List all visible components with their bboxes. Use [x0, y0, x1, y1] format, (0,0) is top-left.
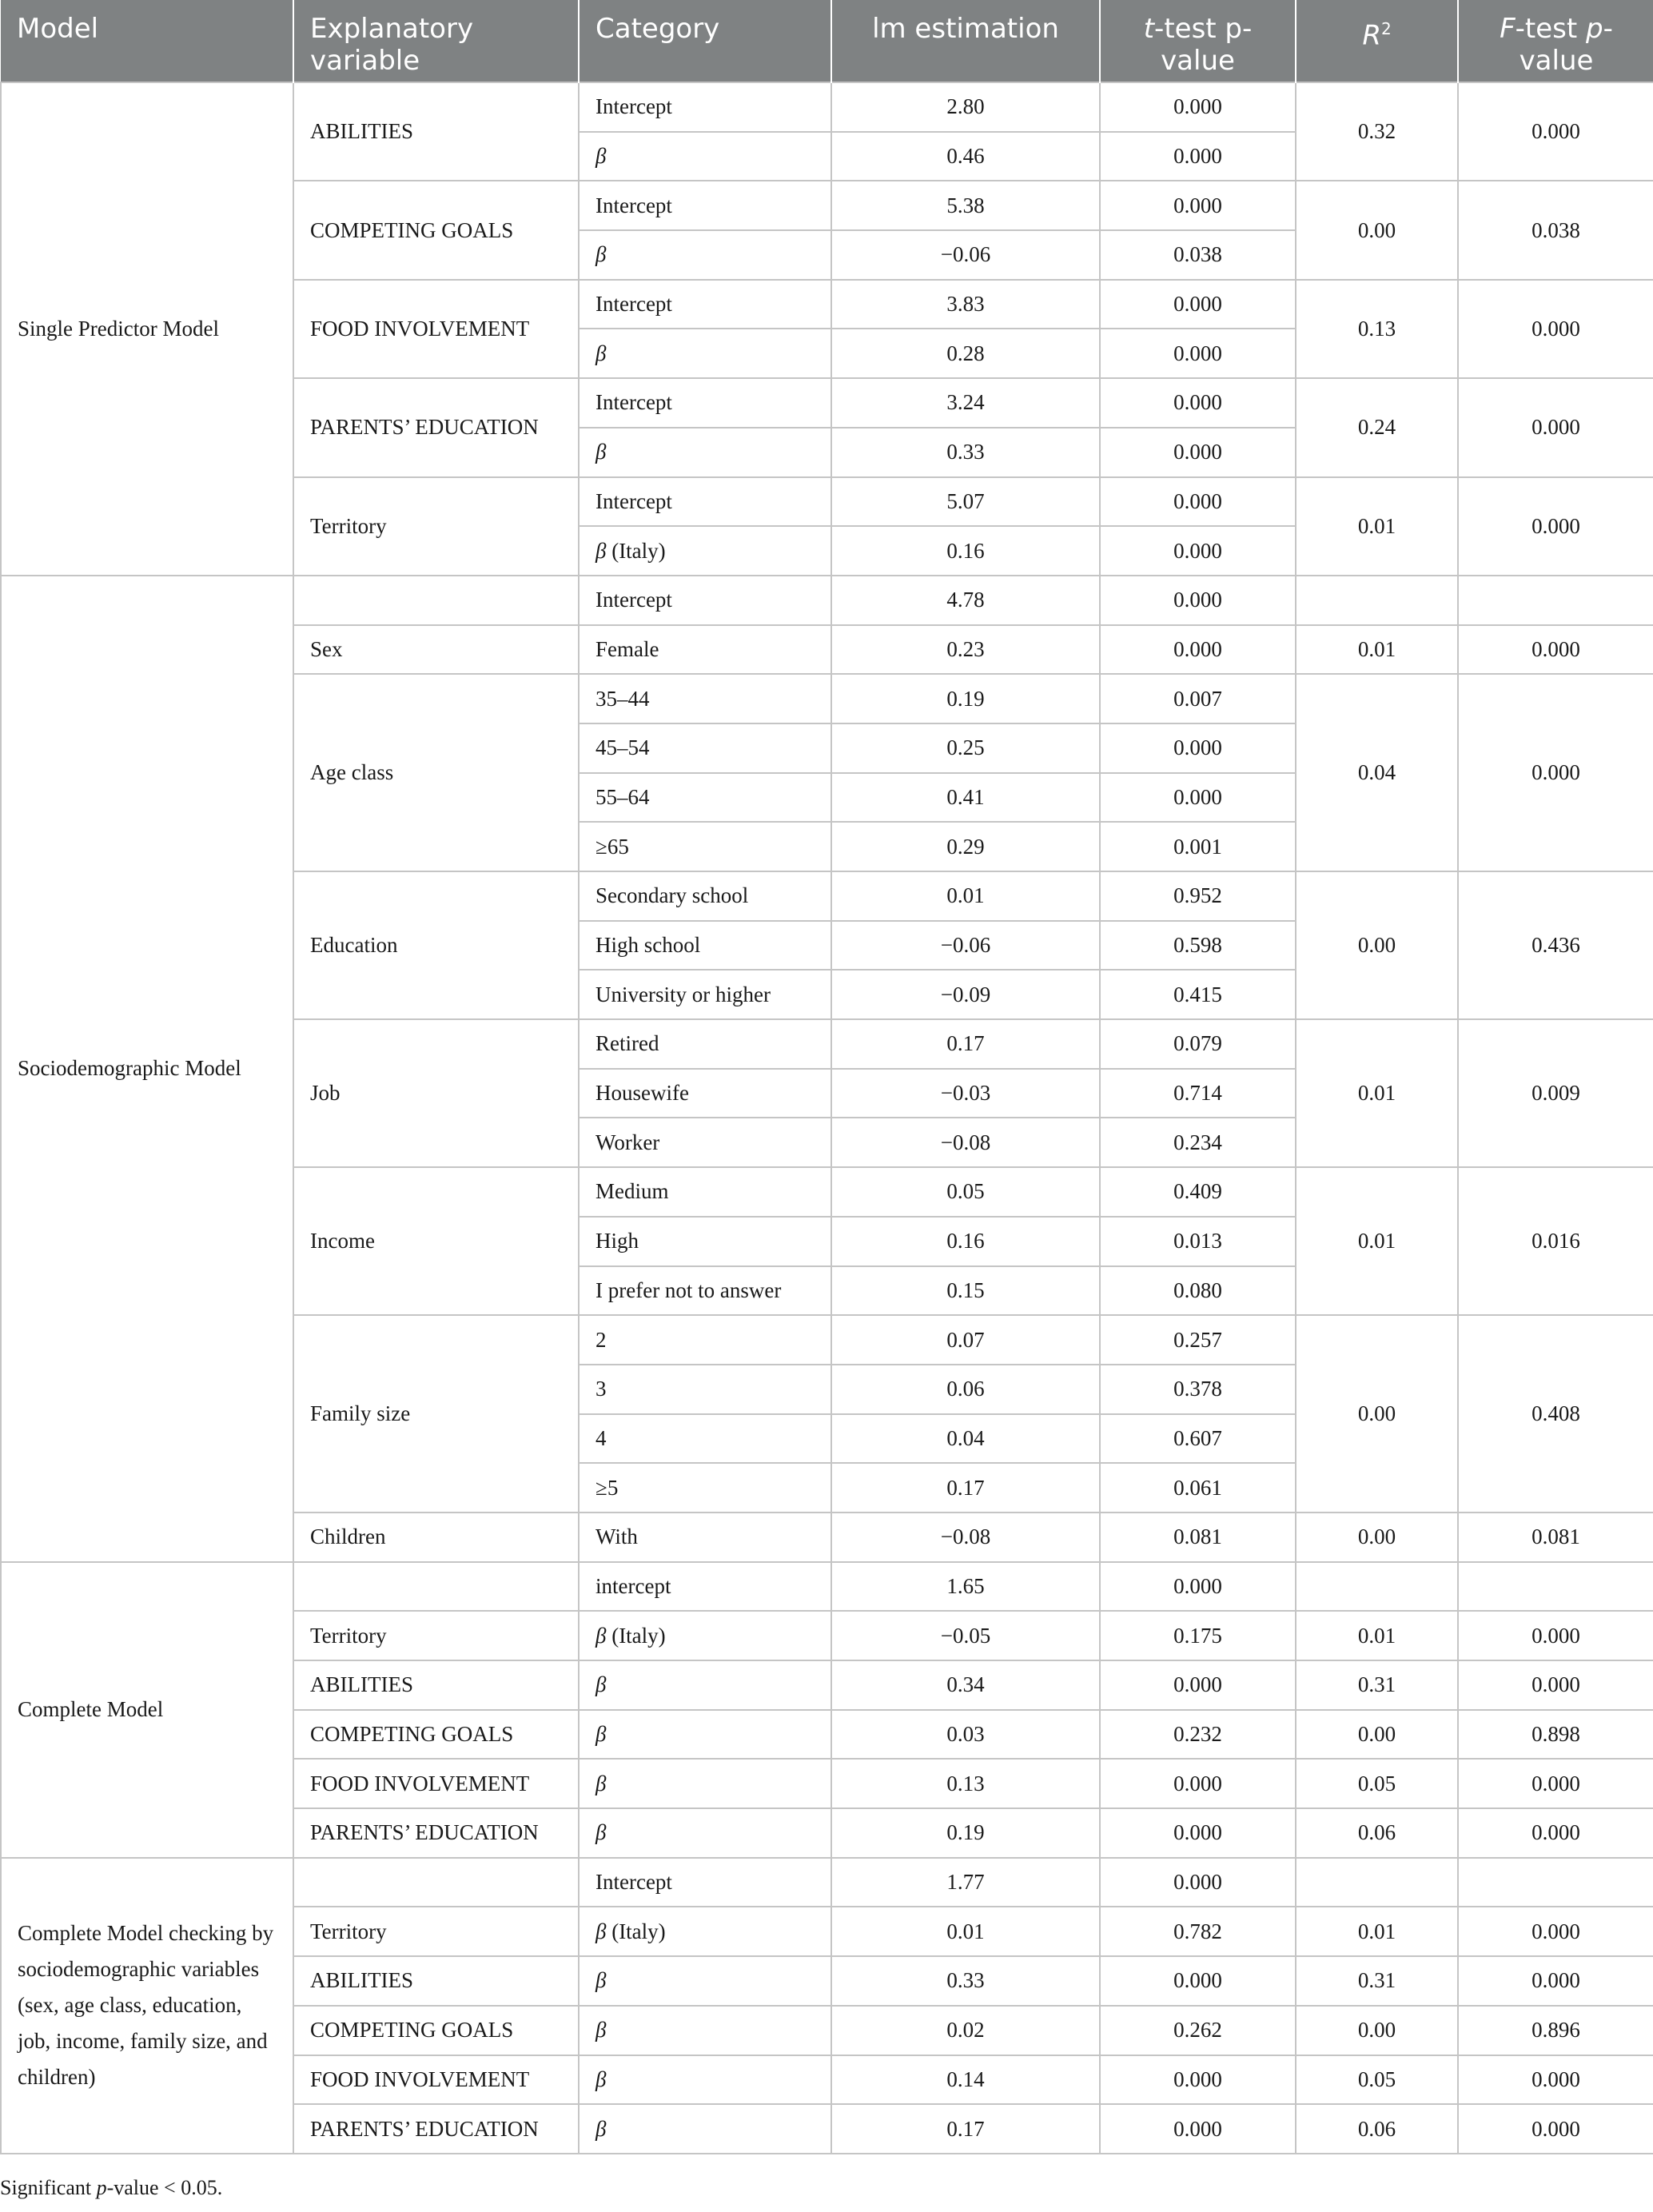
explanatory-variable-cell: Territory: [293, 477, 579, 576]
category-cell: [579, 871, 831, 921]
table-row: [1, 1858, 1653, 1907]
t-test-p-value-cell: 0.782: [1100, 1907, 1296, 1956]
r-squared-cell: 0.31: [1296, 1956, 1458, 2006]
r-squared-cell: 0.01: [1296, 477, 1458, 576]
t-test-p-value-cell: 0.000: [1100, 477, 1296, 527]
header-f-test: [1458, 0, 1653, 82]
lm-estimation-cell: 0.19: [831, 1808, 1100, 1858]
r-squared-cell: [1296, 576, 1458, 625]
category-cell: [579, 1217, 831, 1266]
t-test-p-value-cell: 0.061: [1100, 1463, 1296, 1513]
category-label: intercept: [595, 1573, 671, 1598]
r-squared-cell: [1296, 1562, 1458, 1612]
lm-estimation-cell: 3.24: [831, 378, 1100, 428]
f-test-p-value-cell: 0.000: [1458, 1759, 1653, 1808]
lm-estimation-cell: 0.17: [831, 1463, 1100, 1513]
explanatory-variable-cell: ABILITIES: [293, 1660, 579, 1710]
explanatory-variable-cell: [293, 1562, 579, 1612]
lm-estimation-cell: 2.80: [831, 82, 1100, 132]
category-cell: [579, 723, 831, 773]
category-label: ≥5: [595, 1475, 619, 1500]
header-category-label: Category: [595, 13, 720, 45]
explanatory-variable-cell: FOOD INVOLVEMENT: [293, 280, 579, 378]
lm-estimation-cell: 0.17: [831, 1019, 1100, 1069]
t-test-p-value-cell: 0.001: [1100, 822, 1296, 871]
explanatory-variable-cell: Income: [293, 1167, 579, 1315]
category-label: Housewife: [595, 1081, 689, 1106]
t-test-p-value-cell: 0.000: [1100, 378, 1296, 428]
category-cell: [579, 230, 831, 280]
lm-estimation-cell: 0.05: [831, 1167, 1100, 1217]
r-squared-cell: 0.06: [1296, 2104, 1458, 2154]
t-test-p-value-cell: 0.000: [1100, 2055, 1296, 2105]
category-cell: [579, 132, 831, 181]
t-test-p-value-cell: 0.038: [1100, 230, 1296, 280]
t-test-p-value-cell: 0.000: [1100, 1660, 1296, 1710]
lm-estimation-cell: 0.41: [831, 773, 1100, 823]
category-cell: [579, 477, 831, 527]
f-test-p-value-cell: 0.896: [1458, 2006, 1653, 2055]
category-cell: [579, 1463, 831, 1513]
f-test-p-value-cell: 0.000: [1458, 2055, 1653, 2105]
t-test-p-value-cell: 0.007: [1100, 674, 1296, 723]
category-cell: [579, 576, 831, 625]
f-test-p-value-cell: 0.000: [1458, 82, 1653, 181]
r-squared-cell: 0.00: [1296, 181, 1458, 279]
explanatory-variable-cell: COMPETING GOALS: [293, 2006, 579, 2055]
explanatory-variable-cell: COMPETING GOALS: [293, 1710, 579, 1760]
t-test-p-value-cell: 0.000: [1100, 773, 1296, 823]
category-label: ≥65: [595, 834, 629, 859]
category-label: β: [595, 2018, 607, 2043]
category-suffix: (Italy): [606, 1623, 666, 1648]
t-test-p-value-cell: 0.000: [1100, 132, 1296, 181]
category-label: Worker: [595, 1130, 660, 1154]
lm-estimation-cell: −0.08: [831, 1513, 1100, 1562]
t-test-p-value-cell: 0.232: [1100, 1710, 1296, 1760]
explanatory-variable-cell: PARENTS’ EDUCATION: [293, 2104, 579, 2154]
t-test-p-value-cell: 0.257: [1100, 1315, 1296, 1365]
r-squared-cell: 0.00: [1296, 1315, 1458, 1513]
explanatory-variable-cell: Education: [293, 871, 579, 1019]
explanatory-variable-cell: Children: [293, 1513, 579, 1562]
header-r2-base: R: [1362, 19, 1381, 52]
category-cell: [579, 1069, 831, 1118]
table-row: [1, 576, 1653, 625]
model-name-cell: Complete Model: [1, 1562, 293, 1858]
category-label: β: [595, 1820, 607, 1845]
lm-estimation-cell: −0.06: [831, 921, 1100, 970]
category-cell: [579, 822, 831, 871]
header-f-italic: F: [1500, 13, 1516, 45]
lm-estimation-cell: −0.09: [831, 970, 1100, 1019]
r-squared-cell: 0.00: [1296, 871, 1458, 1019]
explanatory-variable-cell: [293, 1858, 579, 1907]
category-cell: [579, 280, 831, 329]
category-cell: [579, 1611, 831, 1660]
f-test-p-value-cell: 0.016: [1458, 1167, 1653, 1315]
header-category: [579, 0, 831, 82]
lm-estimation-cell: 5.07: [831, 477, 1100, 527]
category-cell: [579, 1907, 831, 1956]
category-label: Intercept: [595, 292, 672, 317]
footnote-prefix: Significant: [0, 2176, 97, 2199]
category-cell: [579, 378, 831, 428]
lm-estimation-cell: 0.06: [831, 1365, 1100, 1414]
r-squared-cell: 0.01: [1296, 1167, 1458, 1315]
category-label: 3: [595, 1377, 607, 1401]
category-label: University or higher: [595, 982, 771, 1006]
r-squared-cell: 0.31: [1296, 1660, 1458, 1710]
r-squared-cell: 0.00: [1296, 2006, 1458, 2055]
category-label: β: [595, 1672, 607, 1697]
category-label: β: [595, 538, 607, 563]
category-label: β: [595, 2067, 607, 2091]
t-test-p-value-cell: 0.000: [1100, 181, 1296, 230]
lm-estimation-cell: 0.33: [831, 428, 1100, 477]
r-squared-cell: 0.24: [1296, 378, 1458, 476]
f-test-p-value-cell: 0.000: [1458, 378, 1653, 476]
r-squared-cell: 0.05: [1296, 2055, 1458, 2105]
category-label: Secondary school: [595, 883, 749, 908]
t-test-p-value-cell: 0.000: [1100, 280, 1296, 329]
lm-estimation-cell: 5.38: [831, 181, 1100, 230]
r-squared-cell: [1296, 1858, 1458, 1907]
lm-estimation-cell: 0.34: [831, 1660, 1100, 1710]
category-cell: [579, 1759, 831, 1808]
category-cell: [579, 526, 831, 576]
model-name-cell: Sociodemographic Model: [1, 576, 293, 1562]
t-test-p-value-cell: 0.000: [1100, 526, 1296, 576]
category-label: High: [595, 1229, 639, 1253]
lm-estimation-cell: −0.03: [831, 1069, 1100, 1118]
t-test-p-value-cell: 0.000: [1100, 329, 1296, 378]
explanatory-variable-cell: COMPETING GOALS: [293, 181, 579, 279]
header-lm-label: lm estimation: [872, 13, 1059, 45]
f-test-p-value-cell: 0.000: [1458, 1907, 1653, 1956]
explanatory-variable-cell: Family size: [293, 1315, 579, 1513]
f-test-p-value-cell: 0.081: [1458, 1513, 1653, 1562]
lm-estimation-cell: 4.78: [831, 576, 1100, 625]
f-test-p-value-cell: [1458, 1858, 1653, 1907]
category-cell: [579, 1562, 831, 1612]
t-test-p-value-cell: 0.598: [1100, 921, 1296, 970]
category-label: β: [595, 1968, 607, 1993]
header-f-dash: -test: [1515, 13, 1587, 45]
lm-estimation-cell: 0.14: [831, 2055, 1100, 2105]
category-label: High school: [595, 933, 701, 958]
lm-estimation-cell: 0.28: [831, 329, 1100, 378]
category-cell: [579, 1266, 831, 1316]
category-label: β: [595, 242, 607, 267]
t-test-p-value-cell: 0.000: [1100, 82, 1296, 132]
category-cell: [579, 181, 831, 230]
lm-estimation-cell: 0.17: [831, 2104, 1100, 2154]
category-cell: [579, 625, 831, 675]
category-cell: [579, 82, 831, 132]
header-t-italic: t: [1143, 13, 1155, 45]
r-squared-cell: 0.13: [1296, 280, 1458, 378]
category-label: With: [595, 1524, 638, 1549]
table-body: [1, 82, 1653, 2154]
t-test-p-value-cell: 0.415: [1100, 970, 1296, 1019]
header-f-p: p: [1586, 13, 1603, 45]
category-suffix: (Italy): [606, 1919, 666, 1943]
t-test-p-value-cell: 0.000: [1100, 2104, 1296, 2154]
f-test-p-value-cell: 0.000: [1458, 1660, 1653, 1710]
model-name-cell: Single Predictor Model: [1, 82, 293, 576]
header-explanatory-variable: [293, 0, 579, 82]
explanatory-variable-cell: Sex: [293, 625, 579, 675]
lm-estimation-cell: 0.25: [831, 723, 1100, 773]
t-test-p-value-cell: 0.234: [1100, 1118, 1296, 1167]
lm-estimation-cell: 0.07: [831, 1315, 1100, 1365]
footnote-p: p: [96, 2176, 107, 2199]
table-footnote: [0, 2176, 222, 2200]
footnote-suffix: -value < 0.05.: [106, 2176, 223, 2199]
lm-estimation-cell: 0.19: [831, 674, 1100, 723]
f-test-p-value-cell: 0.000: [1458, 1808, 1653, 1858]
lm-estimation-cell: 1.65: [831, 1562, 1100, 1612]
category-cell: [579, 970, 831, 1019]
f-test-p-value-cell: 0.000: [1458, 477, 1653, 576]
lm-estimation-cell: 1.77: [831, 1858, 1100, 1907]
r-squared-cell: 0.01: [1296, 1611, 1458, 1660]
category-label: β: [595, 440, 607, 464]
t-test-p-value-cell: 0.000: [1100, 625, 1296, 675]
table-row: [1, 82, 1653, 132]
t-test-p-value-cell: 0.079: [1100, 1019, 1296, 1069]
category-cell: [579, 1365, 831, 1414]
t-test-p-value-cell: 0.000: [1100, 1808, 1296, 1858]
r-squared-cell: 0.00: [1296, 1513, 1458, 1562]
category-cell: [579, 1315, 831, 1365]
f-test-p-value-cell: 0.898: [1458, 1710, 1653, 1760]
lm-estimation-cell: 0.15: [831, 1266, 1100, 1316]
lm-estimation-cell: 0.29: [831, 822, 1100, 871]
t-test-p-value-cell: 0.000: [1100, 1562, 1296, 1612]
lm-estimation-cell: 0.13: [831, 1759, 1100, 1808]
explanatory-variable-cell: PARENTS’ EDUCATION: [293, 378, 579, 476]
category-cell: [579, 674, 831, 723]
header-explanatory-label: Explanatory variable: [310, 13, 474, 77]
t-test-p-value-cell: 0.607: [1100, 1414, 1296, 1464]
f-test-p-value-cell: 0.000: [1458, 674, 1653, 871]
t-test-p-value-cell: 0.080: [1100, 1266, 1296, 1316]
lm-estimation-cell: 0.02: [831, 2006, 1100, 2055]
category-label: β: [595, 341, 607, 365]
f-test-p-value-cell: [1458, 1562, 1653, 1612]
lm-estimation-cell: 0.23: [831, 625, 1100, 675]
explanatory-variable-cell: ABILITIES: [293, 82, 579, 181]
header-r-squared: [1296, 0, 1458, 82]
f-test-p-value-cell: [1458, 576, 1653, 625]
header-t-rest: -test p-value: [1154, 13, 1253, 77]
r-squared-cell: 0.01: [1296, 1019, 1458, 1167]
category-label: 4: [595, 1425, 607, 1450]
f-test-p-value-cell: 0.408: [1458, 1315, 1653, 1513]
category-cell: [579, 1513, 831, 1562]
category-cell: [579, 1660, 831, 1710]
category-label: I prefer not to answer: [595, 1277, 782, 1302]
lm-estimation-cell: −0.05: [831, 1611, 1100, 1660]
table-row: [1, 1562, 1653, 1612]
category-cell: [579, 1710, 831, 1760]
category-cell: [579, 1019, 831, 1069]
category-label: Female: [595, 636, 659, 661]
t-test-p-value-cell: 0.000: [1100, 1759, 1296, 1808]
f-test-p-value-cell: 0.000: [1458, 1956, 1653, 2006]
category-cell: [579, 329, 831, 378]
header-model-label: Model: [17, 13, 99, 45]
header-r2-sup: 2: [1380, 19, 1392, 38]
model-name-cell: Complete Model checking by sociodemographic variables (sex, age class, education, job, income, family size, and children): [1, 1858, 293, 2154]
category-label: β: [595, 2116, 607, 2141]
category-label: Intercept: [595, 193, 672, 217]
category-cell: [579, 1118, 831, 1167]
category-label: Intercept: [595, 390, 672, 415]
lm-estimation-cell: 0.04: [831, 1414, 1100, 1464]
header-lm-estimation: [831, 0, 1100, 82]
t-test-p-value-cell: 0.409: [1100, 1167, 1296, 1217]
explanatory-variable-cell: FOOD INVOLVEMENT: [293, 2055, 579, 2105]
lm-estimation-cell: 0.16: [831, 526, 1100, 576]
r-squared-cell: 0.01: [1296, 625, 1458, 675]
f-test-p-value-cell: 0.000: [1458, 2104, 1653, 2154]
category-cell: [579, 1414, 831, 1464]
header-row: [1, 0, 1653, 82]
explanatory-variable-cell: Job: [293, 1019, 579, 1167]
r-squared-cell: 0.05: [1296, 1759, 1458, 1808]
t-test-p-value-cell: 0.000: [1100, 723, 1296, 773]
category-label: Retired: [595, 1031, 659, 1056]
f-test-p-value-cell: 0.436: [1458, 871, 1653, 1019]
lm-estimation-cell: 0.46: [831, 132, 1100, 181]
explanatory-variable-cell: Territory: [293, 1907, 579, 1956]
t-test-p-value-cell: 0.175: [1100, 1611, 1296, 1660]
category-label: 2: [595, 1327, 607, 1352]
explanatory-variable-cell: Age class: [293, 674, 579, 871]
category-label: β: [595, 1623, 607, 1648]
f-test-p-value-cell: 0.009: [1458, 1019, 1653, 1167]
category-cell: [579, 921, 831, 970]
lm-estimation-cell: −0.08: [831, 1118, 1100, 1167]
f-test-p-value-cell: 0.000: [1458, 1611, 1653, 1660]
header-model: [1, 0, 293, 82]
lm-estimation-cell: 0.01: [831, 1907, 1100, 1956]
category-label: β: [595, 1919, 607, 1943]
t-test-p-value-cell: 0.952: [1100, 871, 1296, 921]
explanatory-variable-cell: [293, 576, 579, 625]
category-label: 35–44: [595, 686, 650, 711]
t-test-p-value-cell: 0.378: [1100, 1365, 1296, 1414]
category-label: Medium: [595, 1179, 669, 1204]
category-cell: [579, 2055, 831, 2105]
r-squared-cell: 0.04: [1296, 674, 1458, 871]
table-header: [1, 0, 1653, 82]
category-cell: [579, 2006, 831, 2055]
t-test-p-value-cell: 0.000: [1100, 1858, 1296, 1907]
category-label: β: [595, 1771, 607, 1796]
explanatory-variable-cell: Territory: [293, 1611, 579, 1660]
category-label: Intercept: [595, 588, 672, 612]
lm-estimation-cell: −0.06: [831, 230, 1100, 280]
f-test-p-value-cell: 0.038: [1458, 181, 1653, 279]
header-t-test: [1100, 0, 1296, 82]
lm-estimation-cell: 0.33: [831, 1956, 1100, 2006]
category-label: β: [595, 144, 607, 169]
t-test-p-value-cell: 0.081: [1100, 1513, 1296, 1562]
t-test-p-value-cell: 0.000: [1100, 576, 1296, 625]
t-test-p-value-cell: 0.000: [1100, 1956, 1296, 2006]
f-test-p-value-cell: 0.000: [1458, 625, 1653, 675]
explanatory-variable-cell: ABILITIES: [293, 1956, 579, 2006]
category-cell: [579, 428, 831, 477]
r-squared-cell: 0.00: [1296, 1710, 1458, 1760]
r-squared-cell: 0.01: [1296, 1907, 1458, 1956]
header-f-rest: -value: [1519, 13, 1613, 77]
category-suffix: (Italy): [606, 538, 666, 563]
category-label: β: [595, 1722, 607, 1747]
r-squared-cell: 0.06: [1296, 1808, 1458, 1858]
t-test-p-value-cell: 0.000: [1100, 428, 1296, 477]
category-label: Intercept: [595, 1870, 672, 1895]
explanatory-variable-cell: PARENTS’ EDUCATION: [293, 1808, 579, 1858]
t-test-p-value-cell: 0.013: [1100, 1217, 1296, 1266]
lm-estimation-cell: 0.03: [831, 1710, 1100, 1760]
explanatory-variable-cell: FOOD INVOLVEMENT: [293, 1759, 579, 1808]
category-cell: [579, 1808, 831, 1858]
t-test-p-value-cell: 0.714: [1100, 1069, 1296, 1118]
category-cell: [579, 1858, 831, 1907]
lm-estimation-cell: 3.83: [831, 280, 1100, 329]
category-cell: [579, 773, 831, 823]
category-label: Intercept: [595, 94, 672, 119]
category-cell: [579, 2104, 831, 2154]
lm-estimation-cell: 0.01: [831, 871, 1100, 921]
category-label: 55–64: [595, 784, 650, 809]
category-cell: [579, 1956, 831, 2006]
f-test-p-value-cell: 0.000: [1458, 280, 1653, 378]
category-cell: [579, 1167, 831, 1217]
t-test-p-value-cell: 0.262: [1100, 2006, 1296, 2055]
category-label: 45–54: [595, 735, 650, 760]
lm-estimation-cell: 0.16: [831, 1217, 1100, 1266]
r-squared-cell: 0.32: [1296, 82, 1458, 181]
category-label: Intercept: [595, 488, 672, 513]
